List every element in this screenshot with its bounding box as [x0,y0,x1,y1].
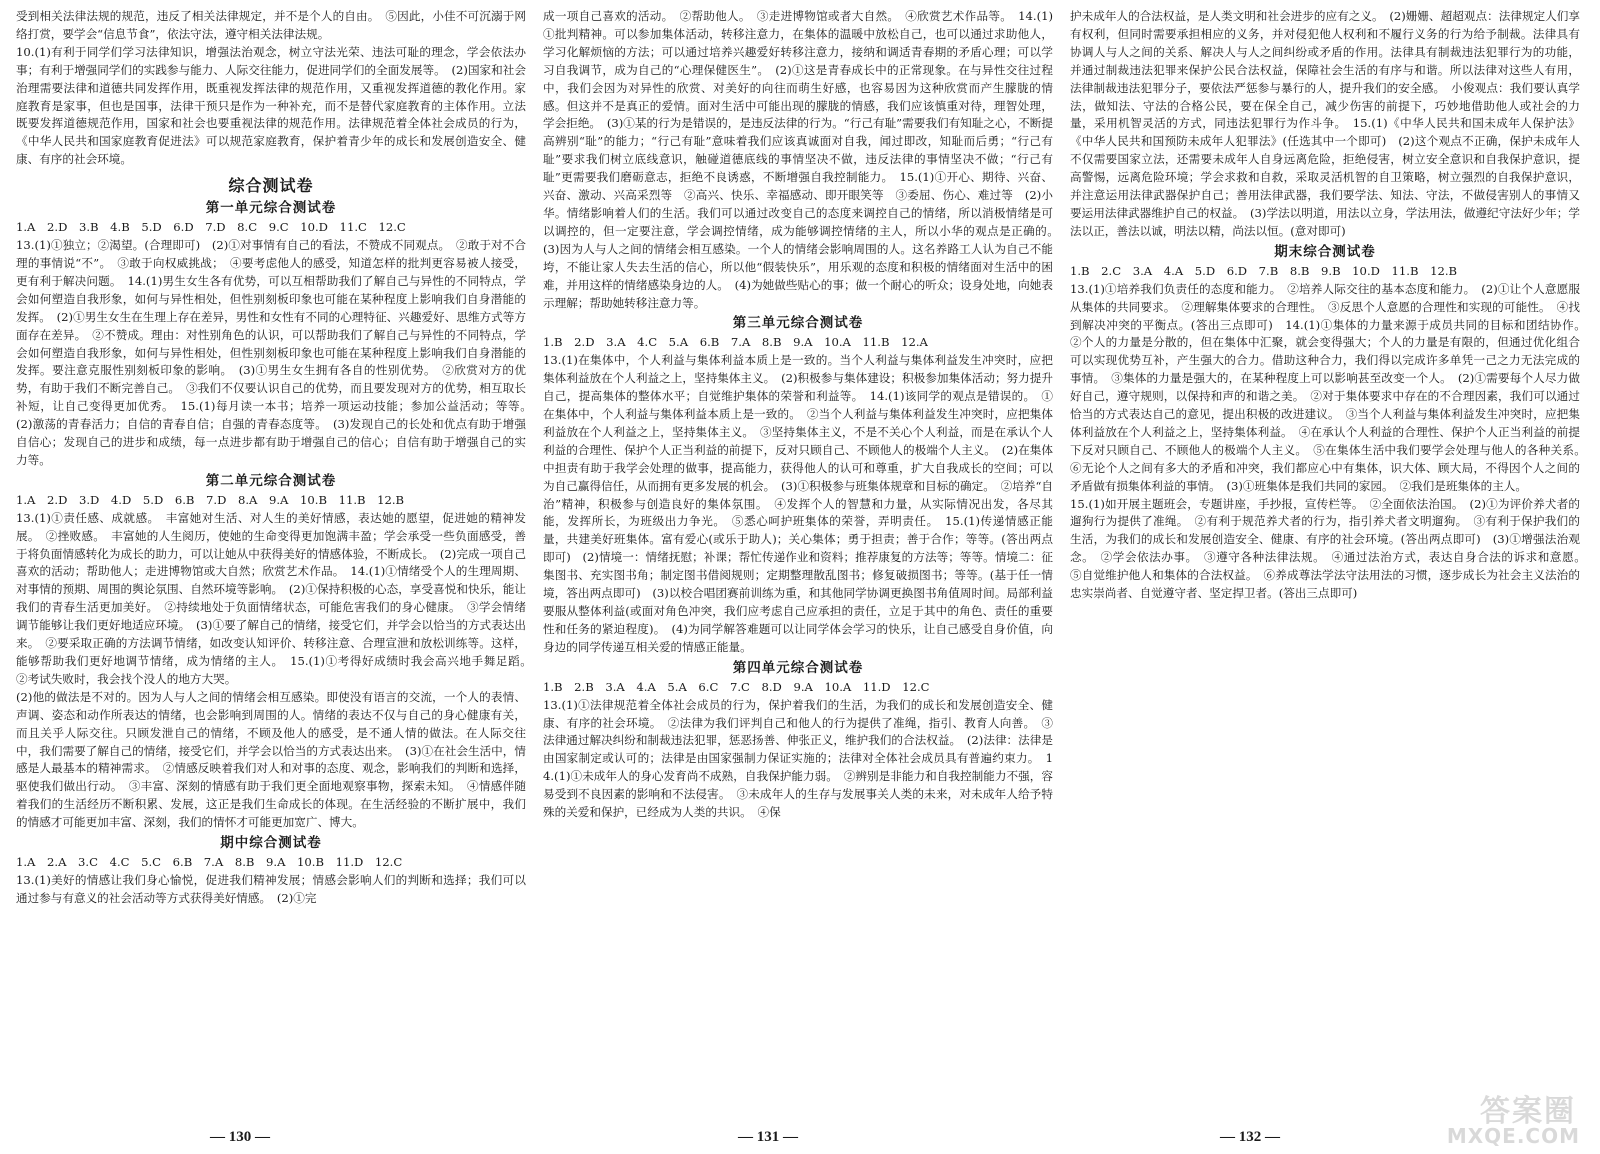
watermark-text: 答案圈 [1480,1094,1576,1129]
answer-choices-unit-3: 1.B 2.D 3.A 4.C 5.A 6.B 7.A 8.B 9.A 10.A 11.B 12.A [543,335,928,350]
answer-choices-unit-4: 1.B 2.B 3.A 4.A 5.A 6.C 7.C 8.D 9.A 10.A 11.D 12.C [543,679,930,694]
column-page-131 [543,8,1065,822]
paragraph: 受到相关法律法规的规范，违反了相关法律规定，并不是个人的自由。 ⑤因此，小佳不可沉溺于网络打赏，要学会“信息节食”，依法守法，遵守相关法律法规。 [16,9,526,41]
page-number-130: — 130 — [210,1129,270,1145]
column-page-130 [16,8,538,908]
paragraph: 成一项自己喜欢的活动。 ②帮助他人。 ③走进博物馆或者大自然。 ④欣赏艺术作品等。 14.(1)①批判精神。可以参加集体活动，转移注意力，在集体的温暖中放松自己，也可以通过求助他人，学习化解烦恼的方法；可以通过培养兴趣爱好转移注意力，接纳和调适青春期的矛盾心理；可以学习自我调节，成为自己的“心理保健医生”。 (2)①这是青春成长中的正常现象。在与异性交往过程中，我们会因为对异性的欣赏、对美好的向往而萌生好感，也容易因为这种欣赏而产生朦胧的情感。但这并不是真正的爱情。面对生活中可能出现的朦胧的情感，我们应该慎重对待，理智处理，学会拒绝。 (3)①某的行为是错误的，是违反法律的行为。“行己有耻”需要我们有知耻之心，不断提高辨别“耻”的能力；“行己有耻”意味着我们应该真诚面对自我，闻过即改，知耻而后勇；“行己有耻”要求我们树立底线意识，触碰道德底线的事情坚决不做，违反法律的事情坚决不做；“行己有耻”更需要我们磨砺意志，拒绝不良诱惑，不断增强自我控制能力。 15.(1)①开心、期待、兴奋、兴奋、激动、兴高采烈等 ②高兴、快乐、幸福感动、即开眼笑等 ③委屈、伤心、难过等 (2)小华。情绪影响着人们的生活。我们可以通过改变自己的态度来调控自己的情绪，所以消极情绪是可以调控的，但一定要注意，学会调控情绪，成为能够调控情绪的主人，所以小华的观点是正确的。 (3)因为人与人之间的情绪会相互感染。一个人的情绪会影响周围的人。这名养路工人认为自己不能垮，不能让家人失去生活的信心，所以他“假装快乐”，用乐观的态度和积极的情绪面对生活中的困难，并用这样的情绪感染身边的人。 (4)为她做些贴心的事；做一个耐心的听众；设身处地，向她表示理解；帮助她转移注意力等。 [543,9,1065,310]
heading-unit-2-test: 第二单元综合测试卷 [205,472,337,489]
paragraph: 13.(1)①培养我们负责任的态度和能力。 ②培养人际交往的基本态度和能力。 (2)①让个人意愿服从集体的共同要求。 ②理解集体要求的合理性。 ③反思个人意愿的合理性和实现的可能性。 ④找到解决冲突的平衡点。(答出三点即可) 14.(1)①集体的力量来源于成员共同的目标和团结协作。 ②个人的力量是分散的，但在集体中汇聚，就会变得强大；个人的力量是有限的，但通过优化组合可以实现优势互补，产生强大的合力。借助这种合力，我们得以完成许多单凭一己之力无法完成的事情。 ③集体的力量是强大的，在某种程度上可以影响甚至改变一个人。 (2)①需要每个人尽力做好自己，遵守规则，以保持和声的和谐之美。 ②对于集体要求中存在的不合理因素，我们可以通过恰当的方式表达自己的意见，提出积极的改进建议。 ③当个人利益与集体利益发生冲突时，应把集体利益放在个人利益之上，坚持集体利益。 ④在承认个人利益的合理性、保护个人正当利益的前提下反对只顾自己、不顾他人的极端个人主义。 ⑤在集体生活中我们要学会处理与他人的各种关系。 ⑥无论个人之间有多大的矛盾和冲突，我们都应心中有集体，识大体、顾大局，不得因个人之间的矛盾做有损集体利益的事情。 (3)①班集体是我们共同的家园。 ②我们是班集体的主人。 [1070,281,1592,493]
watermark-url: MXQE.COM [1446,1124,1580,1148]
paragraph: 13.(1)①法律规范着全体社会成员的行为，保护着我们的生活，为我们的成长和发展创造安全、健康、有序的社会环境。 ②法律为我们评判自己和他人的行为提供了准绳，指引、教育人向善。 ③法律通过解决纠纷和制裁违法犯罪，惩恶扬善、伸张正义，维护我们的合法权益。 (2)法律：法律是由国家制定或认可的；法律是由国家强制力保证实施的；法律对全体社会成员具有普遍约束力。 14.(1)①未成年人的身心发育尚不成熟，自我保护能力弱。 ②辨别是非能力和自我控制能力不强，容易受到不良因素的影响和不法侵害。 ③未成年人的生存与发展事关人类的未来，对未成年人给予特殊的关爱和保护，已经成为人类的共识。 ④保 [543,697,1053,820]
heading-final-test: 期末综合测试卷 [1274,243,1376,260]
heading-unit-4-test: 第四单元综合测试卷 [732,659,864,676]
paragraph: 10.(1)有利于同学们学习法律知识，增强法治观念，树立守法光荣、违法可耻的理念，学会依法办事；有利于增强同学们的实践参与能力、人际交往能力，促进同学们的全面发展等。 (2)国家和社会治理需要法律和道德共同发挥作用，既重视发挥法律的规范作用，又重视发挥道德的教化作用。家庭教育是家事，但也是国事，法律干预只是作为一种补充，而不是替代家庭教育的主体作用。立法既要发挥道德规范作用，国家和社会也要重视法律的规范作用。法律规范着全体社会成员的行为，《中华人民共和国家庭教育促进法》可以规范家庭教育，保护着青少年的成长和发展创造安全、健康、有序的社会环境。 [16,44,526,167]
paragraph: 13.(1)①独立；②渴望。(合理即可) (2)①对事情有自己的看法，不赞成不同观点。 ②敢于对不合理的事情说“不”。 ③敢于向权威挑战； ④要考虑他人的感受，知道怎样的批判更容易被人接受，更有利于解决问题。 14.(1)男生女生各有优势，可以互相帮助我们了解自己与异性的不同特点，学会如何塑造自我形象，如何与异性相处，但性别刻板印象也可能在某种程度上影响我们自身潜能的发挥。 (2)①男生女生在生理上存在差异，男性和女性有不同的心理特征、兴趣爱好、思维方式等方面存在差异。 ②不赞成。理由：对性别角色的认识，可以帮助我们了解自己与异性的不同特点，学会如何塑造自我形象，如何与异性相处，但性别刻板印象也可能在某种程度上影响我们自身潜能的发挥。要注意克服性别刻板印象的影响。 (3)①男生女生拥有各自的性别优势。 ②欣赏对方的优势，有助于我们不断完善自己。 ③我们不仅要认识自己的优势，而且要发现对方的优势，相互取长补短，让自己变得更加优秀。 15.(1)每月读一本书；培养一项运动技能；参加公益活动；等等。 (2)激荡的青春活力；自信的青春自信；自强的青春态度等。 (3)发现自己的长处和优点有助于增强自信心；发现自己的进步和成绩，每一点进步都有助于增强自己的信心；自信有助于增强自己的实力等。 [16,238,538,467]
section-title-comprehensive-test: 综合测试卷 [228,176,314,196]
paragraph: 13.(1)①责任感、成就感。 丰富她对生活、对人生的美好情感，表达她的愿望，促进她的精神发展。 ②挫败感。 丰富她的人生阅历，使她的生命变得更加饱满丰盈；学会承受一些负面感受，善于将负面情感转化为成长的助力，可以让她从中获得美好的情感体验，不断成长。 (2)完成一项自己喜欢的活动；帮助他人；走进博物馆或大自然；欣赏艺术作品。 14.(1)①情绪受个人的生理周期、对事情的预期、周围的舆论氛围、自然环境等影响。 (2)①保持积极的心态，享受喜悦和快乐，能让我们的青春生活更加美好。 ②持续地处于负面情绪状态，可能危害我们的身心健康。 ③学会情绪调节能够让我们更好地适应环境。 (3)①要了解自己的情绪，接受它们，并学会以恰当的方式表达出来。 ②要采取正确的方法调节情绪，如改变认知评价、转移注意、合理宣泄和放松训练等。这样，能够帮助我们更好地调节情绪，成为情绪的主人。 15.(1)①考得好成绩时我会高兴地手舞足蹈。 ②考试失败时，我会找个没人的地方大哭。 [16,510,538,686]
page-number-132: — 132 — [1220,1129,1280,1145]
column-page-132 [1070,8,1592,603]
paragraph: 护未成年人的合法权益，是人类文明和社会进步的应有之义。 (2)姗姗、超超观点：法律规定人们享有权利，但同时需要承担相应的义务，并对侵犯他人权利和不履行义务的行为给予制裁。法律具有协调人与人之间的关系、解决人与人之间纠纷或矛盾的作用。法律具有制裁违法犯罪行为的功能，并通过制裁违法犯罪来保护公民合法权益，保障社会生活的有序与和谐。所以法律对这些人有用，法律制裁违法犯罪分子，要依法严惩参与暴行的人，提升我们的安全感。 小俊观点：我们要认真学法，做知法、守法的合格公民，要在保全自己，减少伤害的前提下，巧妙地借助他人或社会的力量，采用机智灵活的方式，同违法犯罪行为作斗争。 15.(1)《中华人民共和国未成年人保护法》《中华人民共和国预防未成年人犯罪法》(任选其中一个即可) (2)这个观点不正确，保护未成年人不仅需要国家立法，还需要未成年人自身远离危险，拒绝侵害，树立安全意识和自我保护意识，提高警惕，远离危险环境；学会求救和自救，采取灵活机智的自卫策略，树立强烈的自我保护意识，并注意运用法律武器保护自己；善用法律武器，我们要学法、知法、守法，不做侵害别人的事情又要运用法律武器维护自己的权益。 (3)学法以明道，用法以立身，学法用法，做遵纪守法好少年；学法以正，善法以诚，明法以精，尚法以恒。(意对即可) [1070,9,1580,238]
answer-choices-unit-2: 1.A 2.D 3.D 4.D 5.D 6.B 7.D 8.A 9.A 10.B 11.B 12.B [16,492,405,507]
watermark-logo [1386,1086,1586,1148]
heading-midterm-test: 期中综合测试卷 [220,835,322,852]
paragraph: 15.(1)如开展主题班会，专题讲座，手抄报，宣传栏等。 ②全面依法治国。 (2)①为评价养犬者的遛狗行为提供了准绳。 ②有利于规范养犬者的行为，指引养犬者文明遛狗。 ③有利于保护我们的生活，为我们的成长和发展创造安全、健康、有序的社会环境。(答出两点即可) (3)①增强法治观念。 ②学会依法办事。 ③遵守各种法律法规。 ④通过法治方式，表达自身合法的诉求和意愿。 ⑤自觉维护他人和集体的合法权益。 ⑥养成尊法学法守法用法的习惯，逐步成长为社会主义法治的忠实崇尚者、自觉遵守者、坚定捍卫者。(答出三点即可) [1070,496,1592,601]
heading-unit-1-test: 第一单元综合测试卷 [205,200,337,217]
answer-choices-final: 1.B 2.C 3.A 4.A 5.D 6.D 7.B 8.B 9.B 10.D 11.B 12.B [1070,263,1458,278]
heading-unit-3-test: 第三单元综合测试卷 [732,315,864,332]
paragraph: 13.(1)美好的情感让我们身心愉悦，促进我们精神发展；情感会影响人们的判断和选择；我们可以通过参与有意义的社会活动等方式获得美好情感。 (2)①完 [16,872,526,905]
answer-choices-midterm: 1.A 2.A 3.C 4.C 5.C 6.B 7.A 8.B 9.A 10.B 11.D 12.C [16,855,403,870]
paragraph: 13.(1)在集体中，个人利益与集体利益本质上是一致的。当个人利益与集体利益发生冲突时，应把集体利益放在个人利益之上，坚持集体主义。 (2)积极参与集体建设；积极参加集体活动；努力提升自己，提高集体的整体水平；自觉维护集体的荣誉和利益等。 14.(1)该同学的观点是错误的。 ①在集体中，个人利益与集体利益本质上是一致的。 ②当个人利益与集体利益发生冲突时，应把集体利益放在个人利益之上，坚持集体主义。 ③坚持集体主义，不是不关心个人利益，而是在承认个人利益的合理性、保护个人正当利益的前提下，反对只顾自己、不顾他人的极端个人主义。 (2)在集体中担责有助于我学会处理的做事，提高能力，获得他人的认可和尊重，扩大自我成长的空间；可以为自己赢得信任，从而拥有更多发展的机会。 (3)①积极参与班集体规章和目标的确定。 ②培养“自治”精神，积极参与创造良好的集体氛围。 ④发挥个人的智慧和力量，从实际情况出发，各尽其能，发挥所长，为班级出力争光。 ⑤悉心呵护班集体的荣誉，弄明责任。 15.(1)传递情感正能量，共建美好班集体。富有爱心(或乐于助人)；关心集体；勇于担责；善于合作；等等。(答出两点即可) (2)情境一：情绪抚慰；补课；帮忙传递作业和资料；推荐康复的方法等；等等。情境二：征集图书、充实图书角；制定图书借阅规则；定期整理散乱图书；修复破损图书；等等。(基于任一情境，答出两点即可) (3)以校合唱团赛前训练为重，和其他同学协调更换图书角值周时间。局部利益要服从整体利益(或面对角色冲突，我们应考虑自己应承担的责任，立足于其中的角色、责任的重要性和任务的紧迫程度)。 (4)为同学解答难题可以让同学体会学习的快乐，让自己感受自身价值，向身边的同学传递互相关爱的情感正能量。 [543,353,1053,654]
paragraph: (2)他的做法是不对的。因为人与人之间的情绪会相互感染。即使没有语言的交流，一个人的表情、声调、姿态和动作所表达的情绪，也会影响到周围的人。情绪的表达不仅与自己的身心健康有关，而且关乎人际交往。只顾发泄自己的情绪，不顾及他人的感受，是不通人情的做法。在人际交往中，我们需要了解自己的情绪，接受它们，并学会以恰当的方式表达出来。 (3)①在社会生活中，情感是人最基本的精神需求。 ②情感反映着我们对人和对事的态度、观念，影响我们的判断和选择，驱使我们做出行动。 ③丰富、深刻的情感有助于我们更全面地观察事物，探索未知。 ④情感伴随着我们的生活经历不断积累、发展，这正是我们生命成长的体现。在生活经验的不断扩展中，我们的情感才可能更加丰富、深刻，我们的情怀才可能更加宽广、博大。 [16,689,526,830]
answer-choices-unit-1: 1.A 2.D 3.B 4.B 5.D 6.D 7.D 8.C 9.C 10.D 11.C 12.C [16,220,406,235]
page-number-131: — 131 — [738,1129,798,1145]
